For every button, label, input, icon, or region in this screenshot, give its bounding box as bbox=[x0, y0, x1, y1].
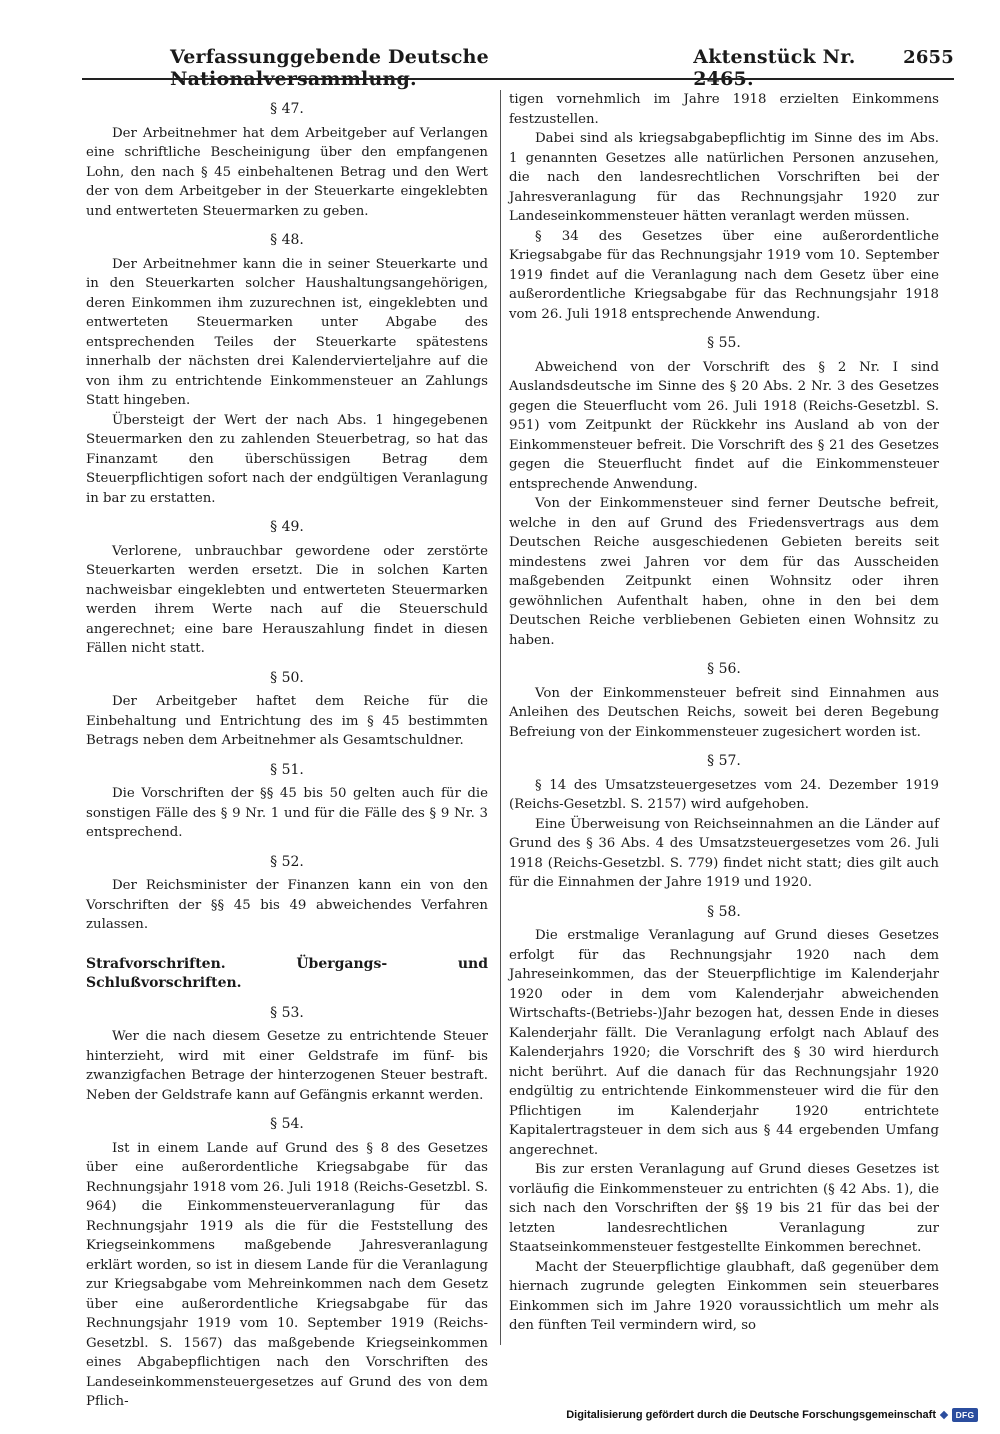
section-50-paragraph: Der Arbeitgeber haftet dem Reiche für die Einbehaltung und Entrichtung des im § 45 bestimmten Betrags neben dem Arbeitnehmer als Gesamtschuldner. bbox=[86, 694, 488, 748]
section-53-paragraph: Wer die nach diesem Gesetze zu entrichtende Steuer hinterzieht, wird mit einer Geldstrafe im fünf- bis zwanzigfachen Betrage der hinterzogenen Steuer bestraft. Neben der Geldstrafe kann auf Gefängnis erkannt werden. bbox=[86, 1029, 488, 1103]
section-54-paragraph-3: § 34 des Gesetzes über eine außerordentliche Kriegsabgabe für das Rechnungsjahr 1919 vom 10. September 1919 findet auf die Veranlagung nach dem Gesetz über eine außerordentliche Kriegsabgabe für das Rechnungsjahr 1918 vom 26. Juli 1918 entsprechende Anwendung. bbox=[509, 228, 939, 322]
digitization-footer bbox=[566, 1408, 978, 1422]
section-55-paragraph-2: Von der Einkommensteuer sind ferner Deutsche befreit, welche in den auf Grund des Friedensvertrags aus dem Deutschen Reiche ausgeschiedenen Gebieten bereits seit mindestens zwei Jahren vor dem für das Ausscheiden maßgebenden Zeitpunkt einen Wohnsitz oder ihren gewöhnlichen Aufenthalt haben, ohne in den bei dem Deutschen Reiche verbliebenen Gebieten einen Wohnsitz zu haben. bbox=[509, 496, 939, 648]
section-49-heading: § 49. bbox=[270, 519, 304, 535]
section-58-paragraph-3: Macht der Steuerpflichtige glaubhaft, daß gegenüber dem hiernach zugrunde gelegten Einkommen sein steuerbares Einkommen sich im Jahre 1920 voraussichtlich um mehr als den fünften Teil vermindern wird, so bbox=[509, 1259, 939, 1333]
column-divider bbox=[500, 90, 501, 1345]
page-number: 2655 bbox=[903, 47, 954, 68]
section-47-heading: § 47. bbox=[270, 101, 304, 117]
page-header bbox=[170, 46, 954, 90]
section-56-paragraph: Von der Einkommensteuer befreit sind Einnahmen aus Anleihen des Deutschen Reichs, soweit bei deren Begebung Befreiung von der Einkommensteuer zugesichert worden ist. bbox=[509, 685, 939, 740]
section-51-heading: § 51. bbox=[270, 761, 304, 778]
section-52-heading: § 52. bbox=[270, 853, 304, 870]
section-55-heading: § 55. bbox=[707, 335, 741, 351]
section-47-paragraph: Der Arbeitnehmer hat dem Arbeitgeber auf Verlangen eine schriftliche Bescheinigung über den empfangenen Lohn, den nach § 45 einbehaltenen Betrag und den Wert der von dem Arbeitgeber in der Steuerkarte eingeklebten und entwerteten Steuermarken zu geben. bbox=[86, 125, 488, 219]
section-48-heading: § 48. bbox=[270, 232, 304, 248]
right-column bbox=[509, 90, 939, 1340]
document-number: Aktenstück Nr. 2465. bbox=[693, 46, 856, 90]
section-57-heading: § 57. bbox=[707, 753, 741, 769]
section-56-heading: § 56. bbox=[707, 661, 741, 677]
section-58-heading: § 58. bbox=[707, 903, 741, 920]
left-column bbox=[86, 90, 488, 1409]
section-54-paragraph-2: Dabei sind als kriegsabgabepflichtig im Sinne des im Abs. 1 genannten Gesetzes alle natürlichen Personen anzusehen, die nach den landesrechtlichen Vorschriften bei der Jahresveranlagung für das Rechnungsjahr 1920 zur Landeseinkommensteuer hätten veranlagt werden müssen. bbox=[509, 131, 939, 224]
section-50-heading: § 50. bbox=[270, 669, 304, 686]
section-54-paragraph-1: Ist in einem Lande auf Grund des § 8 des Gesetzes über eine außerordentliche Kriegsabgabe für das Rechnungsjahr 1918 vom 26. Juli 1918 (Reichs-Gesetzbl. S. 964) die Einkommensteuerveranlagung für das Rechnungsjahr 1919 als die für die Feststellung des Kriegseinkommens maßgebende Jahresveranlagung erklärt worden, so ist in diesem Lande für die Veranlagung zur Kriegsabgabe vom Mehreinkommen nach dem Gesetz über eine außerordentliche Kriegsabgabe für das Rechnungsjahr 1919 vom 10. September 1919 (Reichs-Gesetzbl. S. 1567) das maßgebende Kriegseinkommen eines Abgabepflichtigen nach den Vorschriften des Landeseinkommensteuergesetzes auf Grund des von dem Pflich- bbox=[86, 1140, 488, 1409]
dfg-logo: DFG bbox=[952, 1408, 978, 1422]
section-54-heading: § 54. bbox=[270, 1116, 304, 1132]
section-57-paragraph-2: Eine Überweisung von Reichseinnahmen an die Länder auf Grund des § 36 Abs. 4 des Umsatzsteuergesetzes vom 26. Juli 1918 (Reichs-Gesetzbl. S. 779) findet nicht statt; dies gilt auch für die Einnahmen der Jahre 1919 und 1920. bbox=[509, 816, 939, 890]
section-49-paragraph: Verlorene, unbrauchbar gewordene oder zerstörte Steuerkarten werden ersetzt. Die in solchen Karten nachweisbar eingeklebten und entwerteten Steuermarken werden ihrem Werte nach auf die Steuerschuld angerechnet; eine bare Herauszahlung findet in diesen Fällen nicht statt. bbox=[86, 543, 488, 656]
section-53-heading: § 53. bbox=[270, 1004, 304, 1021]
section-57-paragraph-1: § 14 des Umsatzsteuergesetzes vom 24. Dezember 1919 (Reichs-Gesetzbl. S. 2157) wird aufgehoben. bbox=[509, 777, 939, 812]
section-52-paragraph: Der Reichsminister der Finanzen kann ein von den Vorschriften der §§ 45 bis 49 abweichendes Verfahren zulassen. bbox=[86, 878, 488, 932]
section-58-paragraph-1: Die erstmalige Veranlagung auf Grund dieses Gesetzes erfolgt für das Rechnungsjahr 1920 nach dem Jahreseinkommen, das der Steuerpflichtige im Kalenderjahr 1920 oder in dem vom Kalenderjahr abweichenden Wirtschafts-(Betriebs-)Jahr bezogen hat, dessen Ende in dieses Kalenderjahr fällt. Die Veranlagung erfolgt nach Ablauf des Kalenderjahrs 1920; die Vorschrift des § 30 wird hierdurch nicht berührt. Auf die danach für das Rechnungsjahr 1920 endgültig zu entrichtende Einkommensteuer wird die für den Pflichtigen im Kalenderjahr 1920 entrichtete Kapitalertragsteuer in dem sich aus § 44 ergebenden Umfang angerechnet. bbox=[509, 928, 939, 1158]
section-48-paragraph-2: Übersteigt der Wert der nach Abs. 1 hingegebenen Steuermarken den zu zahlenden Steuerbetrag, so hat das Finanzamt den überschüssigen Betrag dem Steuerpflichtigen sofort nach der endgültigen Veranlagung in bar zu erstatten. bbox=[86, 412, 488, 506]
footer-credit: Digitalisierung gefördert durch die Deutsche Forschungsgemeinschaft bbox=[566, 1409, 936, 1421]
section-58-paragraph-2: Bis zur ersten Veranlagung auf Grund dieses Gesetzes ist vorläufig die Einkommensteuer zu entrichten (§ 42 Abs. 1), die sich nach den Vorschriften der §§ 19 bis 21 für das bei der letzten landesrechtlichen Veranlagung zur Staatseinkommensteuer festgestellte Einkommen berechnet. bbox=[509, 1162, 939, 1255]
journal-title: Verfassunggebende Deutsche Nationalversammlung. bbox=[170, 46, 489, 90]
section-55-paragraph-1: Abweichend von der Vorschrift des § 2 Nr. I sind Auslandsdeutsche im Sinne des § 20 Abs. 2 Nr. 3 des Gesetzes gegen die Steuerflucht vom 26. Juli 1918 (Reichs-Gesetzbl. S. 951) vom Zeitpunkt der Rückkehr ins Ausland ab von der Einkommensteuer befreit. Die Vorschrift des § 21 des Gesetzes gegen die Steuerflucht findet auf die Einkommensteuer entsprechende Anwendung. bbox=[509, 359, 939, 492]
diamond-icon bbox=[940, 1411, 948, 1419]
section-51-paragraph: Die Vorschriften der §§ 45 bis 50 gelten auch für die sonstigen Fälle des § 9 Nr. 1 und für die Fälle des § 9 Nr. 3 entsprechend. bbox=[86, 786, 488, 840]
chapter-heading: Strafvorschriften. Übergangs- und Schlußvorschriften. bbox=[86, 955, 488, 991]
section-54-continuation: tigen vornehmlich im Jahre 1918 erzielten Einkommens festzustellen. bbox=[509, 92, 939, 127]
header-rule bbox=[82, 78, 954, 80]
section-48-paragraph-1: Der Arbeitnehmer kann die in seiner Steuerkarte und in den Steuerkarten solcher Haushaltungsangehörigen, deren Einkommen ihm zuzurechnen ist, eingeklebten und entwerteten Steuermarken unter Abgabe des entsprechenden Teiles der Steuerkarte spätestens innerhalb der nächsten drei Kalendervierteljahre auf die von ihm zu entrichtende Einkommensteuer an Zahlungs Statt hingeben. bbox=[86, 256, 488, 408]
